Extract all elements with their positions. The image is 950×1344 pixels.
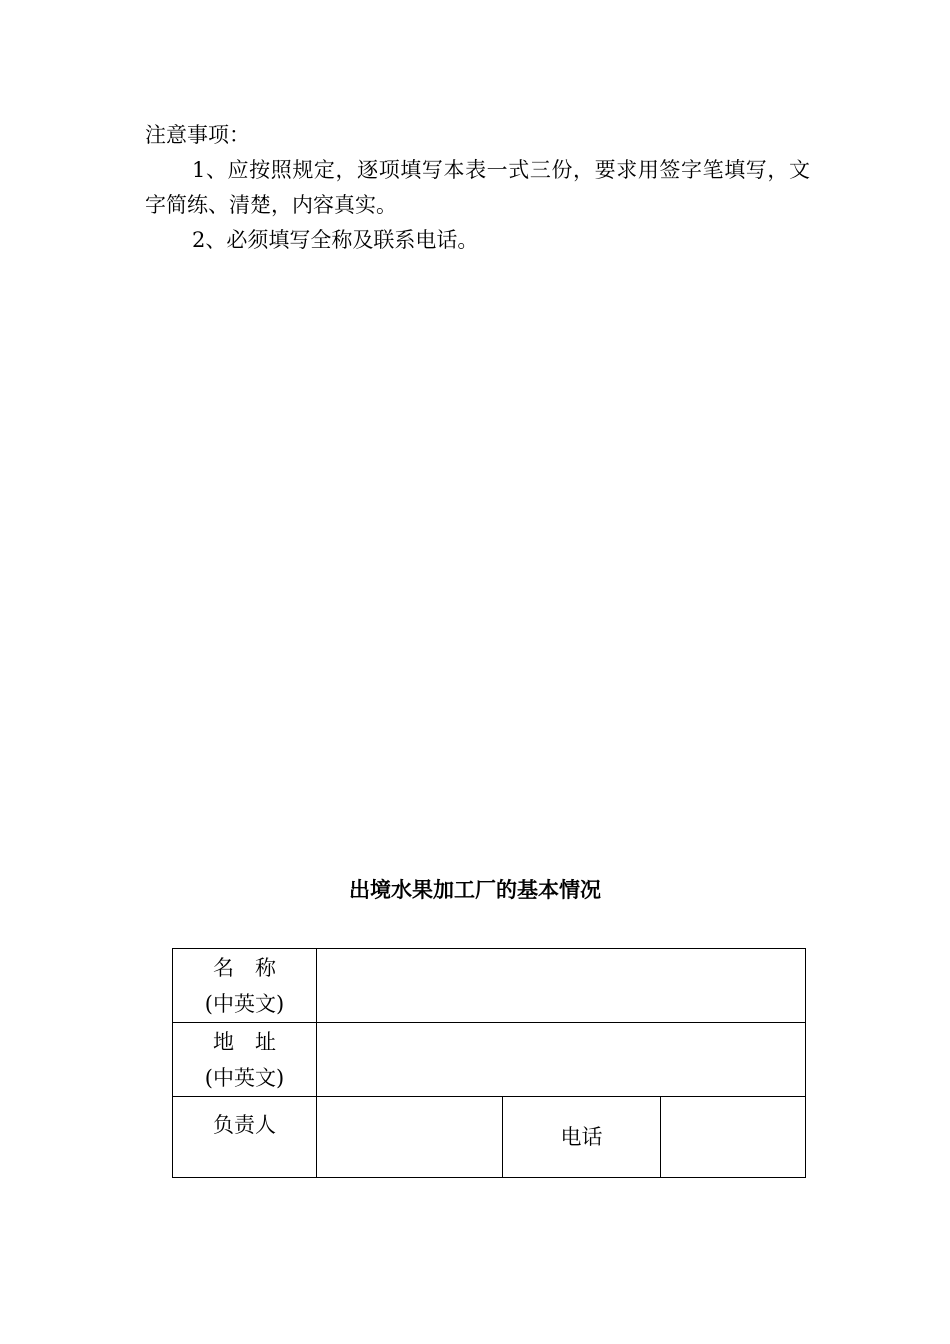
phone-field[interactable] [661, 1097, 806, 1178]
name-label-line2: (中英文) [204, 991, 285, 1016]
table-row-contact [173, 1097, 806, 1178]
address-field[interactable] [317, 1023, 806, 1097]
name-field[interactable] [317, 949, 806, 1023]
name-label-cell [173, 949, 317, 1023]
notes-heading: 注意事项： [145, 123, 250, 147]
table-row-address [173, 1023, 806, 1097]
address-label-cell [173, 1023, 317, 1097]
table-row-name [173, 949, 806, 1023]
person-label: 负责人 [173, 1097, 317, 1178]
phone-label: 电话 [503, 1097, 661, 1178]
name-label-line1: 名 称 [213, 955, 276, 980]
notes-item-1: 1、应按照规定，逐项填写本表一式三份，要求用签字笔填写，文字简练、清楚，内容真实。 [145, 158, 810, 217]
person-field[interactable] [317, 1097, 503, 1178]
address-label-line1: 地 址 [213, 1029, 276, 1054]
notes-section [145, 118, 810, 258]
basic-info-table [172, 948, 806, 1178]
form-title: 出境水果加工厂的基本情况 [349, 878, 601, 902]
address-label-line2: (中英文) [204, 1065, 285, 1090]
notes-item-2: 2、必须填写全称及联系电话。 [192, 228, 479, 252]
